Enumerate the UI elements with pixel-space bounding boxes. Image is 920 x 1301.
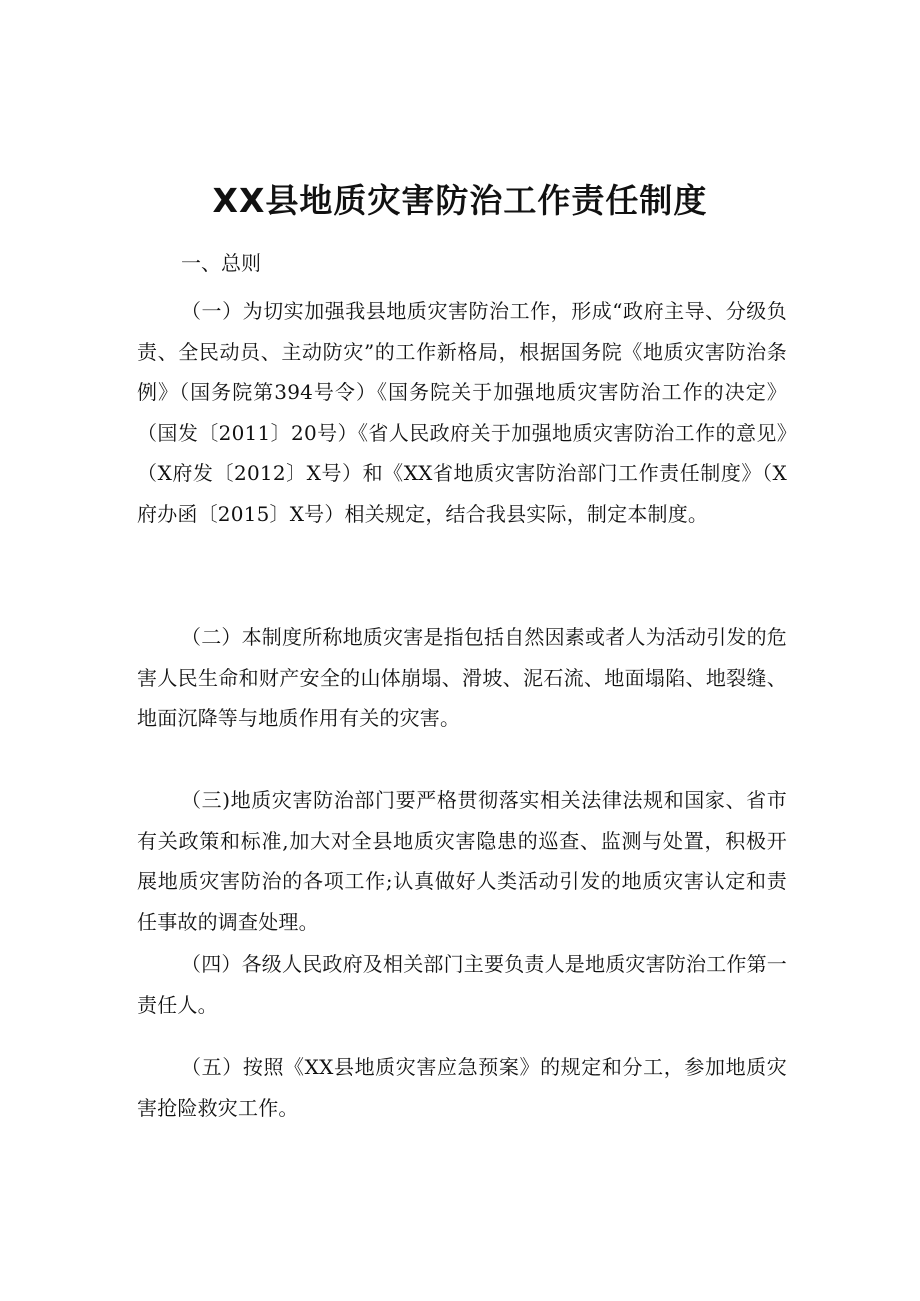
paragraph-3: （三)地质灾害防治部门要严格贯彻落实相关法律法规和国家、省市有关政策和标准,加大对全县地质灾害隐患的巡查、监测与处置，积极开展地质灾害防治的各项工作;认真做好人类活动引发的地质灾害认定和责任事故的调查处理。	[137, 788, 787, 934]
section-heading-general: 一、总则	[181, 251, 261, 275]
document-title: XX县地质灾害防治工作责任制度	[212, 181, 708, 220]
paragraph-2: （二）本制度所称地质灾害是指包括自然因素或者人为活动引发的危害人民生命和财产安全的山体崩塌、滑坡、泥石流、地面塌陷、地裂缝、地面沉降等与地质作用有关的灾害。	[137, 625, 787, 730]
paragraph-5: （五）按照《XX县地质灾害应急预案》的规定和分工，参加地质灾害抢险救灾工作。	[137, 1055, 787, 1120]
paragraph-4: （四）各级人民政府及相关部门主要负责人是地质灾害防治工作第一责任人。	[137, 952, 787, 1017]
paragraph-1: （一）为切实加强我县地质灾害防治工作，形成“政府主导、分级负责、全民动员、主动防灾”的工作新格局，根据国务院《地质灾害防治条例》（国务院第394号令）《国务院关于加强地质灾害防治工作的决定》（国发〔2011〕20号）《省人民政府关于加强地质灾害防治工作的意见》（X府发〔2012〕X号）和《XX省地质灾害防治部门工作责任制度》（X府办函〔2015〕X号）相关规定，结合我县实际，制定本制度。	[137, 299, 787, 526]
